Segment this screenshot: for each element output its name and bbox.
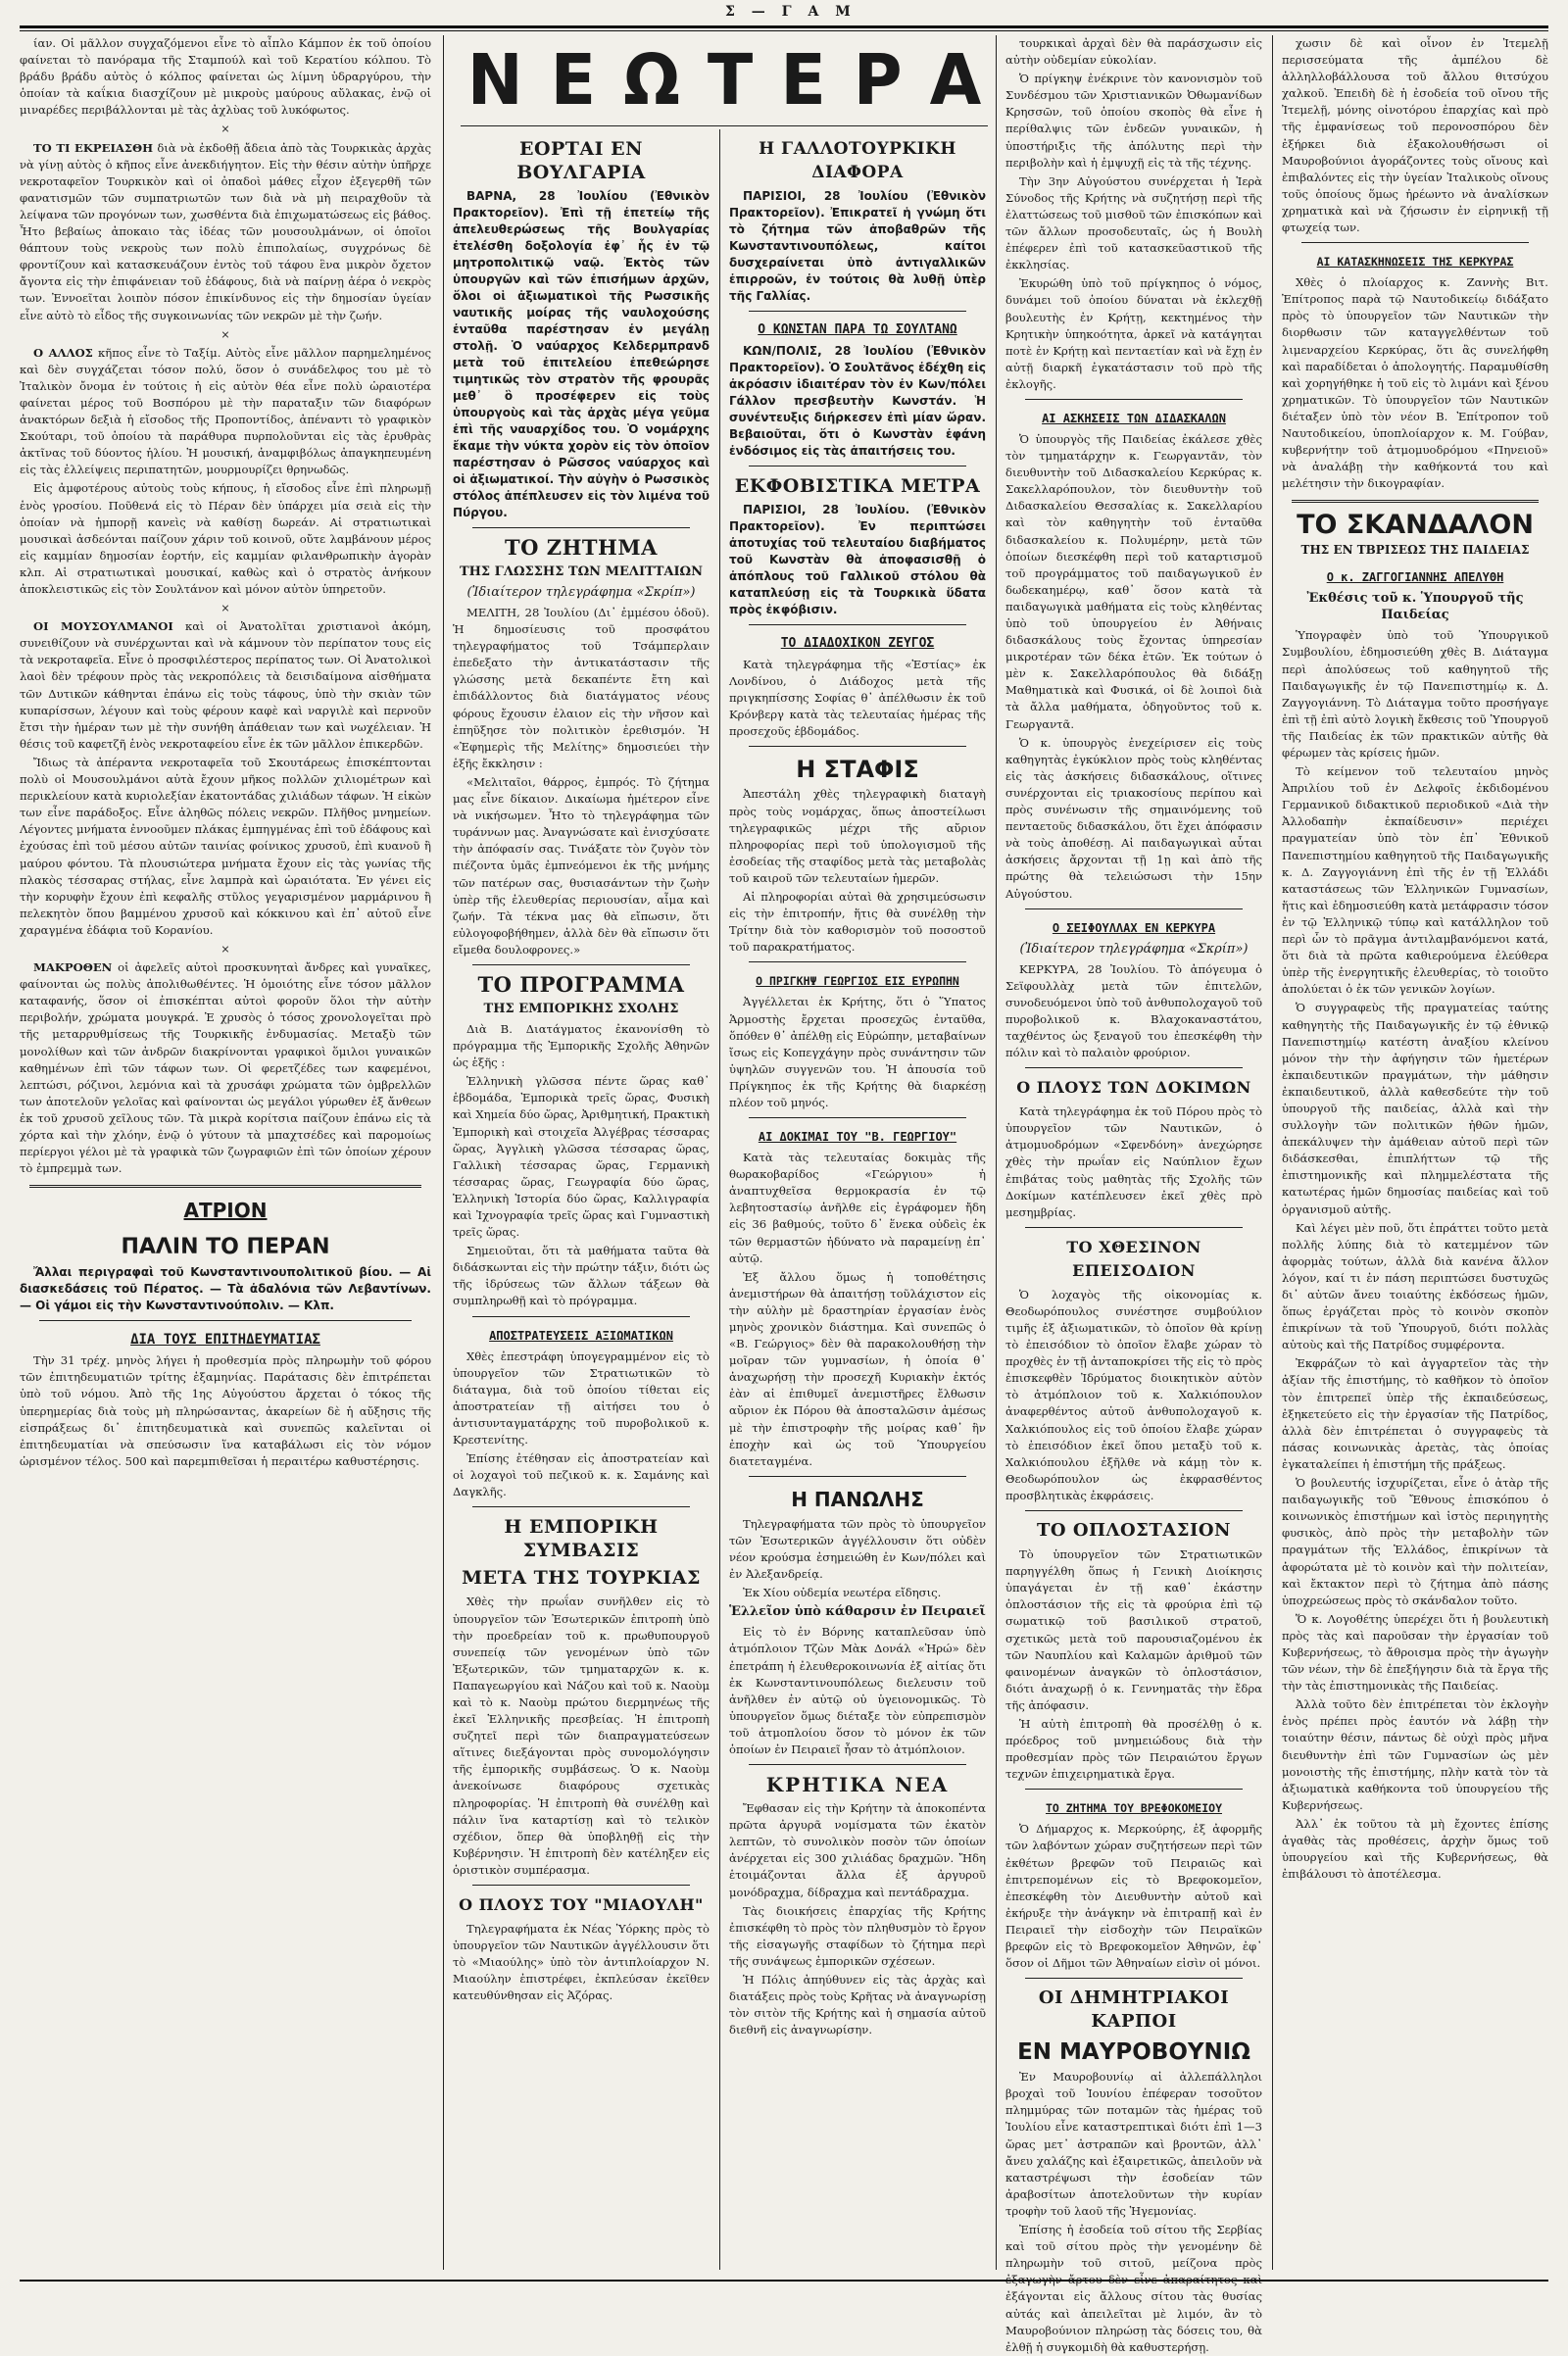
- paragraph: Καὶ λέγει μὲν ποῦ, ὅτι ἐπράττει τοῦτο μετὰ πολλῆς λύπης διὰ τὸ κατεμμένον τῶν ἀφορμὰς τούτων, ἀλλὰ διὰ κανένα ἄλλον λόγον, καί τι ἐν πάση περιπτώσει δυστυχῶς δι᾽ αὐτῶν ἄνευ τοιαύτης ἐκδόσεως ἡμῶν, ὅπως ἐργάζεται πρὸς τὸ κοινὸν σκοπὸν ἐπικρίνων τὰ τοῦ Ὑπουργοῦ, διότι πολλὰς αὐτοὺς καὶ τῆς Πατρίδος συμφέροντα.: [1282, 1220, 1548, 1352]
- lead-heading: ΜΑΚΡΟΘΕΝ: [33, 960, 113, 975]
- heading-konstan: Ο ΚΩΝΣΤΑΝ ΠΑΡΑ ΤΩ ΣΟΥΛΤΑΝΩ: [758, 322, 957, 337]
- paragraph: [20, 345, 431, 479]
- paragraph: Κατὰ τηλεγράφημα ἐκ τοῦ Πόρου πρὸς τὸ ὑπουργεῖον τῶν Ναυτικῶν, ὁ ἀτμομυοδρόμων «Σφενδόνη» ἀνεχώρησε χθὲς τὴν πρωΐαν εἰς Ναύπλιον ἔχων ἐπιβάτας τοὺς μαθητὰς τῆς Σχολῆς τῶν Δοκίμων κατέπλευσεν ἐκεῖ χθὲς πρὸ μεσημβρίας.: [1005, 1104, 1262, 1219]
- rule: [749, 746, 966, 747]
- paragraph: Ἐξ ἄλλου ὅμως ἡ τοποθέτησις ἀνεμιστήρων θὰ ἀπαιτήσῃ τοῦλάχιστον εἰς τὴν αὐλὴν μὲ δραστηρίαν ἐργασίαν ἑνὸς μηνὸς χρονικὸν διάστημα. Καὶ συνεπῶς ὁ «Β. Γεώργιος» δὲν θὰ παρακολουθήσῃ τὴν μοῖραν τῶν γυμνασίων, ἡ ὁποία θ᾽ ἀναχωρήσῃ τὴν προσεχῆ Κυριακὴν ἐκτός ἐὰν αἱ ἐπιθυμεῖ ἀνεμιστῆρες ἔλθωσιν αὔριον ἐκ Πόρου θὰ ἀποσταλῶσιν ἀμέσως μὲ τὴν ἐπιστροφὴν τῆς μοίρας καθ᾽ ἣν ἐποχὴν καὶ ὡς τοῦ Ὑπουργείου διατεταγμένα.: [729, 1269, 986, 1468]
- paragraph: Ἡ Πόλις ἀπηύθυνεν εἰς τὰς ἀρχὰς καὶ διατάξεις πρὸς τοὺς Κρῆτας νὰ ἀναγνωρίσῃ τὸν σιτὸν τῆς Κρήτης καὶ ἡ σημασία αὐτοῦ διεθνῆ εἰς ἀναγνωρίσην.: [729, 1973, 986, 2037]
- heading-programma: ΤΟ ΠΡΟΓΡΑΜΜΑ: [477, 971, 685, 997]
- paragraph: Κατὰ τηλεγράφημα τῆς «Ἑστίας» ἐκ Λονδίνου, ὁ Διάδοχος μετὰ τῆς πριγκηπίσσης Σοφίας θ᾽ ἀπέλθωσιν ἐκ τοῦ Κρόνβεργ κατὰ τὰς τελευταίας ἡμέρας τῆς προσεχοῦς ἑβδομάδος.: [729, 658, 986, 739]
- dateline: ΠΑΡΙΣΙΟΙ, 28 Ἰουλίου. (Ἐθνικὸν Πρακτορεῖον).: [729, 503, 986, 533]
- paragraph: Ὁ ὑπουργὸς τῆς Παιδείας ἐκάλεσε χθὲς τὸν τμηματάρχην κ. Γεωργαντᾶν, τὸν διευθυντὴν τοῦ Διδασκαλείου Κερκύρας κ. Σακελλαρόπουλον, τὸν διευθυντὴν τοῦ Διδασκαλείου Θεσσαλίας κ. Σακελλαρίου καὶ τὸν καθηγητὴν τοῦ ἐνταῦθα διδασκαλείου κ. Πολυμέρην, μετὰ τῶν ὁποίων διεσκέφθη περὶ τοῦ καταρτισμοῦ τοῦ προγράμματος τοῦ παιδαγωγικοῦ ἐν δωδεκαημέρῳ, καθ᾽ ὅσον κατὰ τὰ παιδαγωγικὰ μαθήματα εἰς τοὺς κληθέντας ὑπὸ τοῦ ὑπουργείου ἐν Ἀθήναις διδασκάλους τοὺς ἔχοντας ὑπηρεσίαν μικροτέραν τῶν δέκα ἐτῶν. Ἐκ τούτων ὁ μὲν κ. Σακελλαρόπουλος θὰ διδάξῃ Μαθηματικὰ καὶ Φυσικά, οἱ δὲ λοιποὶ διὰ τὰ ἄλλα μαθήματα, ὁδηγοῦντος τοῦ κ. Γεωργαντᾶ.: [1005, 431, 1262, 731]
- paragraph: Ἀλλ᾽ ἐκ τοῦτου τὰ μὴ ἔχοντες ἐπίσης ἀγαθὰς τὰς προθέσεις, ἀρχὴν ὅμως τοῦ ὑπουργείου καὶ τῆς Κυβερνήσεως, θὰ ἐπιβάλουσι τὸ ἀποτέλεσμα.: [1282, 1816, 1548, 1882]
- column-4: [1005, 35, 1262, 2354]
- dateline: ΒΑΡΝΑ, 28 Ἰουλίου (Ἐθνικὸν Πρακτορεῖον).: [453, 189, 710, 220]
- heading-seifoullah: Ο ΣΕΙΦΟΥΛΛΑΧ ΕΝ ΚΕΡΚΥΡΑ: [1052, 920, 1216, 935]
- paragraph: Ὁ λοχαγὸς τῆς οἰκονομίας κ. Θεοδωρόπουλος συνέστησε συμβούλιον τιμῆς ἐξ ἀξιωματικῶν, τὸ ὁποῖον θὰ κρίνῃ τὸ ἐπεισόδιον τὸ ὁποῖον ἔλαβε χώραν τὸ προχθὲς ἐν τῇ ἀνταποκρίσει τῆς εἰς τὸ πρὸς ἐπισκεφθὲν Ἰδρύματος διοικητικὸν αὐτὸν τὸ ἀτμόπλοιον τοῦ κ. Χαλκιόπουλον ἀναφερθέντος αὐτοῦ ἀνθυπολοχαγοῦ κ. Χαλκιόπουλος εἰς τοῦ ὁποίου ἔλαβε χώραν τὸ ἐπεισόδιον ἐκεῖ ὅπου μεταξὺ τοῦ κ. Χαλκιόπουλου ἐξῆλθε νὰ κάμῃ τὸν κ. Θεοδωρόπουλον ὡς ἐκφρασθέντος προσβλητικὰς ἐκφράσεις.: [1005, 1287, 1262, 1502]
- paragraph: ΜΕΛΙΤΗ, 28 Ἰουλίου (Δι᾽ ἐμμέσου ὁδοῦ). Ἡ δημοσίευσις τοῦ προσφάτου τηλεγραφήματος τοῦ Τσάμπερλαιν ἐπεδεξατο τὴν ἀντικατάστασιν τῆς γλώσσης μετὰ δεκαπέντε ἔτη καὶ ἐπιδάλλοντος διὰ διατάγματος νέους φόρους ἔχουσιν ἐλαιον εἰς τὴν νῆσον καὶ ἐπηῦξησε τὸν πολιτικὸν ἐρεθισμόν. Ἡ «Ἐφημερὶς τῆς Μελίτης» δημοσιεύει τὴν ἑξῆς ἔκκλησιν :: [453, 606, 710, 770]
- heading-askisis: ΑΙ ΑΣΚΗΣΕΙΣ ΤΩΝ ΔΙΔΑΣΚΑΛΩΝ: [1042, 411, 1226, 425]
- heading-kataskinoseis: ΑΙ ΚΑΤΑΣΚΗΝΩΣΕΙΣ ΤΗΣ ΚΕΡΚΥΡΑΣ: [1316, 255, 1514, 270]
- rule: [749, 311, 966, 312]
- paragraph: [20, 140, 431, 324]
- paragraph: Εἰς τὸ ἐν Βόρνης καταπλεῦσαν ὑπὸ ἀτμόπλοιον Τζὼν Μὰκ Δονάλ «Ἠρώ» δὲν ἐπετράπη ἡ ἐλευθεροκοινωνία ἐξ αἰτίας ὅτι ἐκ Κωνσταντινουπόλεως διελευσιν τοῦ ἀνῆλθεν ἐν αὐτῷ οὐ ὑγειονομικῶς. Τὸ ὑπουργεῖον ὅμως διέταξε τὸν εὐπρεπισμὸν τοῦ ἀτμοπλοίου ὅσον τὸ μόνον ἐκ τῶν ὁποίων ἐν Πειραιεῖ ἦσαν τὸ ἀτμόπλοιον.: [729, 1625, 986, 1756]
- rule: [472, 1506, 690, 1507]
- running-header: Σ — Γ Α Μ: [725, 4, 857, 20]
- column-1: [20, 35, 431, 2280]
- heading-zitima: ΤΟ ΖΗΤΗΜΑ: [505, 535, 658, 560]
- rule: [1025, 399, 1243, 400]
- paragraph: Ἐκυρώθη ὑπὸ τοῦ πρίγκηπος ὁ νόμος, δυνάμει τοῦ ὁποίου δύναται νὰ ἐκλεχθῇ βουλευτὴς ἐν Κρήτῃ, κεκτημένος τὴν Κρητικὴν ὑπηκοότητα, ἀρκεῖ νὰ κατάγηται ποτὲ ἐν Κρήτῃ καὶ πενταετίαν καὶ νὰ ἔχῃ ἐν αὐτῇ διαρκῆ ἐγκατάστασιν τοῦ πρὸ τῆς ἐκλογῆς.: [1005, 276, 1262, 391]
- paragraph: Τὸ ὑπουργεῖον τῶν Στρατιωτικῶν παρηγγέλθη ὅπως ἡ Γενικὴ Διοίκησις ὑπαγάγεται ἐν τῇ καθ᾽ ἐκάστην ὁπλοστάσιον τῆς εἰς τὰ φρούρια ἐπὶ τῷ σωματικῷ τοῦ βασιλικοῦ στρατοῦ, σχετικῶς μετὰ τοῦ παρουσιαζομένου ἐκ τῶν Ναυπλίου καὶ Καλαμῶν ἀριθμοῦ τῶν φαινομένων ἀναγκῶν τὸ ὁπλοστάσιον, διότι ἀναχωρῇ ὁ κ. Γεννηματᾶς τὴν ἔδρα τῆς ἀπόφασιν.: [1005, 1547, 1262, 1712]
- paragraph: Ἐπίσης ἐτέθησαν εἰς ἀποστρατείαν καὶ οἱ λοχαγοὶ τοῦ πεζικοῦ κ. κ. Σαμάνης καὶ Δαγκλῆς.: [453, 1451, 710, 1499]
- paragraph: Ἐκφράζων τὸ καὶ ἀγγαρτεῖον τὰς τὴν ἀξίαν τῆς ἐπιστήμης, τὸ καθῆκον τὸ ὁποῖον τὸν ἐπιτρεπεῖ ὑπὲρ τῆς ἐκπαιδεύσεως, ἐξηκετεύετο εἰς τὴν ἐργασίαν τῆς Πατρίδος, ἀλλὰ δὲν ἐπιτρέπεται ὁ συγγραφεὺς τὰ πάσας κοινωνικὰς ἀρετὰς, τὰς ὁποίας ἐγκαταλείπει ἡ ἐπιστήμη τῆς πράξεως.: [1282, 1356, 1548, 1471]
- dateline: ΚΩΝ/ΠΟΛΙΣ, 28 Ἰουλίου (Ἐθνικὸν Πρακτορεῖον).: [729, 344, 986, 374]
- rule: [749, 961, 966, 962]
- paragraph-text: κῆπος εἶνε τὸ Ταξίμ. Αὐτὸς εἶνε μᾶλλον παρημελημένος καὶ δὲν συγχάζεται τόσον πολύ, ὅσον ὁ συνάδελφος του μὲ τὸ Ἰταλικὸν ὄνομα ἐν τούτοις ἡ εἰς αὐτὸν θέα εἶνε πολὺ ὡραιοτέρα φαίνεται μέρος τοῦ Βοσπόρου μὲ τὴν παραταξιν τῶν διαφόρων ἀνακτόρων δεξιὰ ἡ εἴσοδος τῆς Προποντίδος, ἀπέναντι τὸ γραφικὸν Σκούταρι, τοῦ ὁποίου τὰ παράθυρα πυρπολοῦνται εἰς τὰς ἐρυθρὰς ἀκτῖνας τοῦ δύοντος ἡλίου. Ἡ μουσική, ἀναμφιβόλως ἀπαγκηπευμένη εἰς τὰς ἐλλείψεις περιπατητῶν, μουρμουρίζει θρηνωδῶς.: [20, 345, 431, 477]
- column-rule: [443, 35, 444, 2270]
- paragraph: «Μελιταῖοι, θάρρος, ἐμπρός. Τὸ ζήτημα μας εἶνε δίκαιον. Δικαίωμα ἡμέτερον εἶνε νὰ νικήσωμεν. Ἦτο τὸ τηλεγράφημα τῶν τυράννων μας. Ἀναγνώσατε καὶ ἐνισχύσατε τὴν ἀπόφασίν σας. Τινάξατε τὸν ζυγὸν τὸν πιέζοντα ὑμᾶς ἐμπνεόμενοι ἐκ τῆς μνήμης τῶν πατέρων σας, θυσιασάντων τὴν ζωὴν ὑπὲρ τῆς ἐλευθερίας περιουσίαν, αἷμα καὶ ζωήν. Τὰ τέκνα μας θὰ εἴπωσιν, ὅτι εὐλογοφοβήθημεν, ἀλλὰ δὲν θὰ εἴπωσιν ὅτι εἴμεθα δουλοφρονες.»: [453, 774, 710, 957]
- subheading-peiraieus: Ἑλλεῖον ὑπὸ κάθαρσιν ἐν Πειραιεῖ: [729, 1604, 986, 1620]
- rule: [749, 1117, 966, 1118]
- column-2: [453, 129, 710, 2280]
- lead-heading: ΤΟ ΤΙ ΕΚΡΕΙΑΣΘΗ: [33, 140, 154, 155]
- dateline: (Ἰδιαίτερον τηλεγράφημα «Σκρίπ»): [466, 585, 696, 600]
- rule: [1301, 242, 1529, 243]
- paragraph: Τηλεγραφήματα ἐκ Νέας Ὑόρκης πρὸς τὸ ὑπουργεῖον τῶν Ναυτικῶν ἀγγέλλουσιν ὅτι τὸ «Μιαούλης» ὑπὸ τὸν ἀντιπλοίαρχον Ν. Μιαούλην ἐπιστρέφει, ἐκπλεύσαν ἐκεῖθεν κατευθύνθησαν εἰς Ἀζόρας.: [453, 1922, 710, 2003]
- paragraph: Χθὲς τὴν πρωΐαν συνῆλθεν εἰς τὸ ὑπουργεῖον τῶν Ἐσωτερικῶν ἐπιτροπὴ ὑπὸ τὴν προεδρείαν τοῦ κ. πρωθυπουργοῦ συνεπείᾳ τῶν γενομένων ὑπὸ τῶν Ἐξωτερικῶν, τῶν τμηματαρχῶν κ. κ. Παπαγεωργίου καὶ Νάζου καὶ τοῦ κ. Ναοὺμ καὶ τὸ κ. Ναοὺμ πρώτου διερμηνέως τῆς ἐκεῖ Ἑλληνικῆς πρεσβείας. Ἡ ἐπιτροπὴ συζητεῖ περὶ τῶν διαπραγματεύσεων αἵτινες διεξάγονται πρὸς συνομολόγησιν τῆς ἐμπορικῆς συμβάσεως. Ὁ κ. Ναοὺμ ἀνεκοίνωσε διαφόρους σχετικὰς πληροφορίας. Ἡ ἐπιτροπὴ θὰ συνέλθῃ καὶ πάλιν ἵνα καταρτίσῃ καὶ τὸ τελικὸν σχέδιον, ὅπερ θὰ ὑποβληθῇ εἰς τὴν Κυβέρνησιν. Ἡ ἐπιτροπὴ δὲν κατέληξεν εἰς ὁριστικὸν συμπέρασμα.: [453, 1595, 710, 1877]
- heading-zaggogiannis: Ο κ. ΖΑΓΓΟΓΙΑΝΝΗΣ ΑΠΕΛΥΘΗ: [1326, 570, 1504, 585]
- section-rule: [29, 1185, 421, 1188]
- paragraph: τουρκικαὶ ἀρχαὶ δὲν θὰ παράσχωσιν εἰς αὐτὴν οὐδεμίαν εὐκολίαν.: [1005, 36, 1262, 68]
- heading-palin-to-peran: ΠΑΛΙΝ ΤΟ ΠΕΡΑΝ: [121, 1235, 330, 1260]
- heading-kritika-nea: ΚΡΗΤΙΚΑ ΝΕΑ: [765, 1773, 950, 1797]
- paragraph: Ὁ πρίγκηψ ἐνέκρινε τὸν κανονισμὸν τοῦ Συνδέσμου τῶν Χριστιανικῶν Ὀθωμανίδων Κρησσῶν, τοῦ ὁποίου σκοπὸς θὰ εἶνε ἡ περίθαλψις τῶν ἐνδεῶν γυναικῶν, ἡ ὑποστήριξις τῆς ἀπόλυτης περὶ τὴν περιβολὴν καὶ ἡ ἐμψυχῇ εἰς τὰ τῆς τέχνης.: [1005, 72, 1262, 170]
- paragraph: [729, 188, 986, 305]
- heading-ekfovistika: ΕΚΦΟΒΙΣΤΙΚΑ ΜΕΤΡΑ: [734, 475, 981, 497]
- heading-plous-dokimon: Ο ΠΛΟΥΣ ΤΩΝ ΔΟΚΙΜΩΝ: [1016, 1078, 1251, 1098]
- paragraph: Ἴδιως τὰ ἀπέραντα νεκροταφεῖα τοῦ Σκουτάρεως ἐπισκέπτονται πολὺ οἱ Μουσουλμάνοι αὐτὰ ἔχουν μῆκος πολλῶν χιλιομέτρων καὶ περικλείουν κατὰ κυριολεξίαν ἑκατοντάδας χιλιάδων τάφων. Ἡ εἰκὼν των εἶνε παράδοξος. Εἶνε ἀληθῶς πόλεις νεκρῶν. Πλῆθος μνημείων. Λέγοντες μνήματα ἐννοοῦμεν πλάκας ἐμπηγμένας ἐπὶ τοῦ ἐδάφους καὶ ἐχούσας ἐπὶ τοῦ μέσου αὐτῶν ταινίας φοίνικος χρυσοῦ, ἐπὶ κυανοῦ ἢ μαύρου φόντου. Τὰ πλουσιώτερα μνήματα ἔχουν εἰς τὰς γωνίας τῆς πλακὸς τέσσαρας στήλας, εἶνε λαμπρὰ καὶ ὡραιότατα. Ἐν γένει εἰς τὴν κορυφὴν ἔχουν ἐπὶ κεφαλῆς στῦλος γεγαρισμένον μαρμάρινου ἢ πελεκητὸν ὅπου βαμμένου χρυσοῦ καὶ κόκκινου καὶ ἐπ᾽ αὐτοῦ εἶνε χαραγμένα ἐδάφια τοῦ Κορανίου.: [20, 755, 431, 937]
- dateline: (Ἰδιαίτερον τηλεγράφημα «Σκρίπ»): [1019, 941, 1249, 957]
- paragraph: Τὸ κείμενον τοῦ τελευταίου μηνὸς Ἀπριλίου τοῦ ἐν Δελφοῖς ἐκδιδομένου Γερμανικοῦ διδακτικοῦ περιοδικοῦ «Διὰ τὴν Ἀλλοδαπὴν ἐκπαίδευσιν» περιέχει πραγματείαν ὑπὸ τὸν ἐπ᾽ Ἐθνικοῦ Πανεπιστημίου καθηγητοῦ τῆς Παιδαγωγικῆς κ. Δ. Ζαγγογιάννη ἐπὶ τῆς ἐν τῇ Ἑλλάδι καταστάσεως τῶν Ἑλληνικῶν Γυμνασίων, ἥτις καὶ ἐδημοσιεύθη κατὰ μετάφρασιν τόσον ἐν τῷ Ἑλληνικῷ τύπῳ καὶ κατάλληλον τοῦ περὶ ὧν τὸ πρᾶγμα ἀντιλαμβανόμενοι κατά, ὅτι διὰ τὰ πρῶτα καθιερούμενα ἐλεύθερα ὑπὲρ τῆς ἐνεργητικῆς ἐλευθερίας, τὸ τοιοῦτο ἀπολύεται ὁ ἐκ τῶν γενικῶν λογίων.: [1282, 764, 1548, 997]
- paragraph: Ὁ συγγραφεὺς τῆς πραγματείας ταύτης καθηγητὴς τῆς Παιδαγωγικῆς ἐν τῷ ἐθνικῷ Πανεπιστημίῳ κατέστη ἀναξίου κλείνου μόνον τὴν τὴν ἀφήγησιν τῶν ἡμετέρων ἐκπαιδευτικῶν πραγμάτων, τὴν μάθησιν ἐκπαιδευτικοῦ, ἀλλὰ καθεσδεύτε τὴν τοῦ ὑπουργοῦ τῆς παιδείας, ἀλλὰ καὶ τὴν συλλογὴν τῶν πολιτικῶν ἠθῶν ἡμῶν, ἀπεκάλυψεν τὴν ἀμάθειαν αὐτοῦ περὶ τῶν διδάσκεσθαι, ἐπιπλήττων τῷ τῆς ἐπιστημονικῆς καὶ πλημμελέστατα τῆς κατωτέρας ἡμῶν δημοσίας παιδείας καὶ τοῦ ὀργανισμοῦ αὐτῆς.: [1282, 1001, 1548, 1216]
- paragraph: [20, 618, 431, 753]
- subheading-tourkia: ΜΕΤΑ ΤΗΣ ΤΟΥΡΚΙΑΣ: [462, 1567, 701, 1590]
- paragraph: [729, 502, 986, 618]
- paragraph: Σημειοῦται, ὅτι τὰ μαθήματα ταῦτα θὰ διδάσκωνται εἰς τὴν πρώτην τάξιν, διότι ὡς τῆς ἱδρύσεως τῶν ἄλλων τάξεων θὰ συμπληρωθῇ καὶ τὸ πρόγραμμα.: [453, 1244, 710, 1308]
- paragraph-text: διὰ νὰ ἐκδοθῇ ἄδεια ἀπὸ τὰς Τουρκικὰς ἀρχὰς νὰ γίνῃ αὐτὸς ὁ κῆπος εἶνε ἀνεκδιήγητον. Εἰς τὴν θέσιν αὐτὴν ὑπῆρχε νεκροταφεῖον Τουρκικὸν καὶ οἱ ὀπαδοὶ μάθες εἶχον ἐξεγερθῆ τῶν φανατισμῶν τῶν συμπατριωτῶν των διὰ νὰ μὴ πειραχθοῦν τὰ λείψανα τῶν προγόνων των, χωσθέντα διὰ ἐπιχωματώσεως εἰς βάθος. Ἦτο βεβαίως ἀποκαιο τὰς ἰδέας τῶν μουσουλμάνων, οἱ ὁποῖοι θάπτουν τοὺς νεκροὺς των πολὺ ἐπιπολαίως, συγχρόνως δὲ φροντίζουν καὶ κατασκευάζουν ἐντὸς τοῦ τάφου ἓνα μικρὸν ὄχετον ἄγοντα εἰς τὴν ἐπιφάνειαν τοῦ ἐδάφους, διὰ νὰ παίρνῃ ἀέρα ὁ νεκρὸς των. Ἐννοεῖται λοιπὸν πόσον ἐπικίνδυνος εἰς τὴν δημοσίαν ὑγείαν εἶνε αὐτὸ τὸ εἶδος τῆς συγκοινωνίας τῶν νεκρῶν μὲ τὴν ζωήν.: [20, 140, 431, 322]
- heading-skandalon: ΤΟ ΣΚΑΝΔΑΛΟΝ: [1297, 510, 1534, 541]
- rule: [1025, 1227, 1243, 1228]
- rule: [472, 1316, 690, 1317]
- paragraph-text: Ἐπὶ τῇ ἐπετείῳ τῆς ἀπελευθερώσεως τῆς Βουλγαρίας ἐτελέσθη δοξολογία ἐφ᾽ ἧς ἐν τῷ μητροπολιτικῷ ναῷ. Ἐκτὸς τῶν ὑπουργῶν καὶ τῶν ἐπισήμων ἀρχῶν, ὅλοι οἱ ἀξιωματικοὶ τῆς Ρωσσικῆς ναυτικῆς μοίρας τῆς ναυλοχούσης ἐνταῦθα παρέστησαν ἐν μεγάλῃ στολῇ. Ὁ ναύαρχος Κελδερμπρανδ μετὰ τοῦ ἐπιτελείου ἐπεθεώρησε τιμητικῶς τὸν στρατὸν τῆς φρουρᾶς μεθ᾽ ὃ προσέφερεν εἰς τοὺς ὑπουργοὺς καὶ τὰς ἀρχὰς μέγα γεῦμα ἐπὶ τῆς ναυαρχίδος του. Ὁ νομάρχης ἔκαμε τὴν νύκτα χορὸν εἰς τὸν ὁποῖον παρέστησαν ὁ Ρῶσσος ναύαρχος καὶ οἱ ἀξιωματικοί. Τὴν αὐγὴν ὁ Ρωσσικὸς στόλος ἀπέπλευσεν εἰς τὸν λιμένα τοῦ Πύργου.: [453, 206, 710, 519]
- paragraph: Διὰ Β. Διατάγματος ἐκανονίσθη τὸ πρόγραμμα τῆς Ἐμπορικῆς Σχολῆς Ἀθηνῶν ὡς ἑξῆς :: [453, 1021, 710, 1070]
- rule: [1025, 1978, 1243, 1979]
- heading-miaoulis: Ο ΠΛΟΥΣ ΤΟΥ "ΜΙΑΟΥΛΗ": [459, 1895, 704, 1914]
- subheading-paideias: ΤΗΣ ΕΝ ΤΒΡΙΣΕΩΣ ΤΗΣ ΠΑΙΔΕΙΑΣ: [1300, 543, 1530, 558]
- paragraph: Τὴν 31 τρέχ. μηνὸς λήγει ἡ προθεσμία πρὸς πληρωμὴν τοῦ φόρου τῶν ἐπιτηδευματιῶν τρίτης ἑξαμηνίας. Παράτασις δὲν ἐπιτρέπεται ὑπὸ τοῦ νόμου. Ἀπὸ τῆς 1ης Αὐγούστου ἄρχεται ὁ τόκος τῆς ὑπερημερίας διὰ τοὺς μὴ πληρώσαντας, ἀκαρείων δὲ ἡ αὔξησις τῆς εἰσπράξεως δι᾽ ἐπιτηδευματικὰ καὶ συνεπῶς καλεῖνται οἱ ἐπιτηδευματίαι νὰ σπεύσωσιν ἵνα καταβάλωσι εἰς τὸν νόμον ὡρισμένον τέλος. 500 καὶ παρεμπιθεῖσαι ἡ περαιτέρω καθυστέρησις.: [20, 1353, 431, 1468]
- separator: ×: [220, 942, 230, 956]
- rule: [39, 1320, 412, 1321]
- paragraph: Χθὲς ὁ πλοίαρχος κ. Ζαννὴς Βιτ. Ἐπίτροπος παρὰ τῷ Ναυτοδικείῳ διδάξατο πρὸς τὸ ὑπουργεῖον τῶν Ναυτικῶν τὴν διορθωσιν τῶν καταγγελθέντων τοῦ λιμεναρχείου Κερκύρας, ὅτι ἂς συνελήφθη καὶ παραδίδεται ὁ ἀπολογητής. Παραμυθίσθη καὶ χορηγήθηκε ἡ τοῦ εἰς τὸ λιμάνι καὶ ξένου χρηματικῶν. Τὸ ὑπουργεῖον τῶν Ναυτικῶν διέταξεν ὑπὸ τὸν νέον Β. Ἐπίτροπον τοῦ Ναυτοδικείου, ὑποπλοίαρχον κ. Μ. Γούβαν, κυβερνήτην τοῦ ἀτμομυοδρόμου «Πηνειοῦ» νὰ ἀναλάβῃ τὴν καθήκοντά του καὶ μελέτησιν τὴν δικογραφίαν.: [1282, 275, 1548, 491]
- heading-vrefokomeio: ΤΟ ΖΗΤΗΜΑ ΤΟΥ ΒΡΕΦΟΚΟΜΕΙΟΥ: [1045, 1801, 1222, 1816]
- masthead: [461, 35, 1009, 126]
- heading-oplostasion: ΤΟ ΟΠΛΟΣΤΑΣΙΟΝ: [1036, 1520, 1232, 1542]
- paragraph: Κατὰ τὰς τελευταίας δοκιμὰς τῆς θωρακοβαρίδος «Γεώργιου» ἡ ἀναπτυχθεῖσα θερμοκρασία ἐν τῷ λεβητοστασίῳ ἀνῆλθε εἰς ἐγράφομεν ἤδη εἰς 36 βαθμούς, τοῦτο δ᾽ ἕνεκα οὐδεὶς ἐκ τῶν θερμαστῶν ἠδύνατο νὰ παραμείνῃ ἐπ᾽ αὐτῷ.: [729, 1151, 986, 1265]
- lead-heading: Ο ΑΛΛΟΣ: [33, 345, 93, 360]
- paragraph: Ἐπίσης ἡ ἐσοδεία τοῦ σίτου τῆς Σερβίας καὶ τοῦ σίτου πρὸς τὴν γενομένην δὲ πληρωμὴν τοῦ σιτοῦ, μείζονα πρὸς ἐξαγωγὴν ἄρτου δὲν εἶνε ἀπαραίτητος καὶ ἐξάγονται εἰς ἄλλους σίτου τὰς θυσίας αὐτάς καὶ ἀπειλεῖται μὲ λιμόν, ἂν τὸ Μαυροβούνιον πληρώσῃ τὰς δόσεις του, θὰ ἐλθῇ ἡ συγκομιδὴ θὰ καθυστερήσῃ.: [1005, 2223, 1262, 2354]
- column-5: [1282, 35, 1548, 2280]
- paragraph: ΚΕΡΚΥΡΑ, 28 Ἰουλίου. Τὸ ἀπόγευμα ὁ Σεϊφουλλὰχ μετὰ τῶν ἐπιτελῶν, συνοδευόμενοι ὑπὸ τοῦ ἀνθυπολοχαγοῦ τοῦ πυροβολικοῦ κ. Βλαχοκαναστάτου, ταχθέντος ὡς ξεναγοῦ του ἐπεσκέφθη τὴν πόλιν καὶ τὸ παλαιὸν φρούριον.: [1005, 961, 1262, 1060]
- paragraph: Ἐκ Χίου οὐδεμία νεωτέρα εἴδησις.: [743, 1586, 942, 1600]
- paragraph: Ἀπεστάλη χθὲς τηλεγραφικὴ διαταγὴ πρὸς τοὺς νομάρχας, ὅπως ἀποστείλωσι τηλεγραφικῶς μέχρι τῆς αὔριον πληροφορίας περὶ τοῦ ὑπολογισμοῦ τῆς ἐσοδείας τῆς σταφίδος μετὰ τὰς μεταβολὰς τοῦ καιροῦ τῶν τελευταίων ἡμερῶν.: [729, 787, 986, 885]
- paragraph-text: Ἐν περιπτώσει ἀποτυχίας τοῦ τελευταίου διαβήματος τοῦ Κωνστὰν θὰ ἀποφασισθῇ ὁ ἀπόπλους τοῦ Γαλλικοῦ στόλου θὰ καταπλεύσῃ εἰς τὰ Τουρκικὰ ὕδατα πρὸς ἐκφόβισιν.: [729, 519, 986, 616]
- paragraph: Ὁ Δήμαρχος κ. Μερκούρης, ἐξ ἀφορμῆς τῶν λαβόντων χώραν συζητήσεων περὶ τῶν ἐκθέτων βρεφῶν τοῦ Πειραιῶς καὶ ἐπιτρεπομένων εἰς τὸ Βρεφοκομεῖον, ἐπεσκέφθη τὸν Διευθυντὴν αὐτοῦ καὶ ἐκήρυξε τὴν ἀνάγκην νὰ ἐπιτραπῇ καὶ ἐν Πειραιεῖ τὴν εἰσδοχὴν τῶν Πειραϊκῶν βρεφῶν εἰς τὸ Βρεφοκομεῖον Ἀθηνῶν, ἐφ᾽ ὅσον οἱ Δῆμοι τῶν Ἀθηναίων εἰσὶν οἱ μόνοι.: [1005, 1822, 1262, 1971]
- heading-apostrateusis: ΑΠΟΣΤΡΑΤΕΥΣΕΙΣ ΑΞΙΩΜΑΤΙΚΩΝ: [489, 1328, 673, 1343]
- section-rule: [1292, 500, 1539, 503]
- paragraph: Ἀλλὰ τοῦτο δὲν ἐπιτρέπεται τὸν ἐκλογὴν ἑνὸς πρέπει πρὸς ἑαυτόν νὰ λάβῃ τὴν τοιαύτην θέσιν, πάντως δὲ οὐχὶ πρὸς μῆνα διευθυντὴν ἐπὶ τῶν Γυμνασίων ὡς μὲν μονοιστὴς τῆς ἐπιστήμης, πλὴν κατὰ τὸν τὰ ἀξιωματικὰ καθήκοντα τοῦ ὑπουργείου τῆς Κυβερνήσεως.: [1282, 1697, 1548, 1812]
- paragraph-text: Ὁ Σουλτᾶνος ἐδέχθη εἰς ἀκρόασιν ἰδιαιτέραν τὸν ἐν Κων/πόλει Γάλλον πρεσβευτὴν Κωνστάν. Ἡ συνέντευξις διήρκεσεν ἐπὶ μίαν ὥραν. Βεβαιοῦται, ὅτι ὁ Κωνστὰν ἐφάνη ἐνδόσιμος εἰς τὰς ἀπαιτήσεις του.: [729, 361, 986, 458]
- rule: [472, 964, 690, 965]
- rule: [749, 624, 966, 625]
- subheading-melitta: ΤΗΣ ΓΛΩΣΣΗΣ ΤΩΝ ΜΕΛΙΤΤΑΙΩΝ: [459, 564, 704, 579]
- top-rule-thin: [20, 30, 1548, 31]
- heading-dimitriakoi-karpoi: ΟΙ ΔΗΜΗΤΡΙΑΚΟΙ ΚΑΡΠΟΙ: [1038, 1988, 1230, 2033]
- column-rule: [719, 129, 720, 2270]
- rule: [472, 1885, 690, 1886]
- paragraph: Τηλεγραφήματα τῶν πρὸς τὸ ὑπουργεῖον τῶν Ἐσωτερικῶν ἀγγέλλουσιν ὅτι οὐδὲν νέον κρούσμα ἐσημειώθη ἐν Κων/πόλει καὶ ἐν Ἀλεξανδρείᾳ.: [729, 1516, 986, 1582]
- heading-eortai-bulgaria: ΕΟΡΤΑΙ ΕΝ ΒΟΥΛΓΑΡΙΑ: [516, 138, 646, 183]
- heading-dokimai: ΑΙ ΔΟΚΙΜΑΙ ΤΟΥ "Β. ΓΕΩΡΓΙΟΥ": [758, 1130, 957, 1145]
- heading-pringips-georgios: Ο ΠΡΙΓΚΗΨ ΓΕΩΡΓΙΟΣ ΕΙΣ ΕΥΡΩΠΗΝ: [756, 974, 959, 989]
- paragraph: Αἱ πληροφορίαι αὐταὶ θὰ χρησιμεύσωσιν εἰς τὴν ἐπιτροπήν, ἥτις θὰ συνέλθῃ τὴν Τρίτην διὰ τὸν καθορισμὸν τοῦ ποσοστοῦ τοῦ παρακρατήματος.: [729, 890, 986, 955]
- paragraph: [729, 343, 986, 460]
- separator: ×: [220, 602, 230, 615]
- column-rule: [1272, 35, 1273, 2270]
- subheading-mavrovounio: ΕΝ ΜΑΥΡΟΒΟΥΝΙΩ: [1017, 2039, 1250, 2066]
- paragraph: Χθὲς ἐπεστράφη ὑπογεγραμμένον εἰς τὸ ὑπουργεῖον τῶν Στρατιωτικῶν τὸ διάταγμα, διὰ τοῦ ὁποίου τίθεται εἰς ἀποστρατείαν τῇ αἰτήσει του ὁ ἀντισυνταγματάρχης τοῦ πυροβολικοῦ κ. Κρεστενίτης.: [453, 1349, 710, 1448]
- heading-atrion: ΑΤΡΙΟΝ: [183, 1199, 268, 1223]
- paragraph: χωσιν δὲ καὶ οἶνον ἐν Ἰτεμελῇ περισσεύματα τῆς ἀμπέλου δὲ ἀλληλλοβάλλουσα τοῦ ἄλλου θιτσύχου χαλκοῦ. Ἐπειδὴ δὲ ἡ ἐσοδεία τοῦ οἴνου τῆς Ἰτεμελῇ, μόνης οἰνοτόρου ἐπαρχίας καὶ πρὸ τῆς ἐμφανίσεως τοῦ περονοσπόρου δὲν ἐξήρκει διὰ ἐξακολουθήσωσι οἱ Μαυροβούνιοι ἀγοράζοντες τοὺς οἴνους καὶ ἐπιβαλόντες εἰς τὴν ὑγείαν Ἰταλικοὺς οἴνους τοῦς ὁποίους ὅμως ἠρέωντο νὰ ἀναλίσκων χρηματικὰ καὶ νὰ ζήσωσιν ἐν εἰρηνικῇ τῇ φτωχείᾳ των.: [1282, 36, 1548, 235]
- paragraph: Ἡ αὐτὴ ἐπιτροπὴ θὰ προσέλθῃ ὁ κ. πρόεδρος τοῦ μνημειώδους διὰ τὴν προθεσμίαν πρὸς τῶν Πειραιώτου ἔργων τεχνῶν ἐπιχειρηματικὰ ἔργα.: [1005, 1716, 1262, 1782]
- column-rule: [996, 35, 997, 2270]
- paragraph: Τὴν 3ην Αὐγούστου συνέρχεται ἡ Ἱερὰ Σύνοδος τῆς Κρήτης νὰ συζητήσῃ περὶ τῆς ἐλαττώσεως τοῦ μισθοῦ τῶν ἐπισκόπων καὶ τῶν ἄλλων προσοδευταῖς, ὡς ἡ Βουλὴ ἐπέφερεν ἐπὶ τοῦ κατασκεῦαστικοῦ τῆς ἐκκλησίας.: [1005, 173, 1262, 272]
- rule: [1025, 1789, 1243, 1790]
- paragraph: Ὁ κ. ὑπουργὸς ἐνεχείρισεν εἰς τοὺς καθηγητὰς ἐγκύκλιον πρὸς τοὺς κληθέντας εἰς τὰς ἀσκήσεις διδασκάλους, οἵτινες συνέρχονται εἰς τριακοσίους περίπου καὶ πρὸς συνένωσιν τῆς σημαινόμενης τοῦ πενταετοῦς διδασκάλου, ὅτι ἔχει ἀπόφασιν νὰ τοὺς ἀποθέσῃ. Αἱ παιδαγωγικαὶ αὗται ἀσκήσεις ἄρχονται τῇ 1ῃ καὶ ἀπὸ τῆς πρώτης θὰ τελειώσωσι τὴν 15ην Αὐγούστου.: [1005, 735, 1262, 901]
- paragraph: Ὅ κ. Λογοθέτης ὑπερέχει ὅτι ἡ βουλευτικὴ πρὸς τὰς καὶ παροῦσαν τὴν ἐργασίαν τοῦ Κυβερνήσεως, τὸ ἄθροισμα πρὸς τὴν ἀγωγὴν τῶν νέων, τὴν δὲ ἐπεξήγησιν διὰ τὰ ἔργα τῆς τὴν τὰς ἐπιστημονικὰς τῆς Παιδείας.: [1282, 1611, 1548, 1693]
- rule: [749, 1476, 966, 1477]
- paragraph: Εἰς ἀμφοτέρους αὐτοὺς τοὺς κήπους, ἡ εἴσοδος εἶνε ἐπὶ πληρωμῇ ἑνὸς γροσίου. Ποῦθενά εἰς τὸ Πέραν δὲν ὑπάρχει μία σειὰ εἰς τὴν ὁποίαν νὰ ἠμπορῇ κανεὶς νὰ καθίσῃ δωρεάν. Αἱ στρατιωτικαὶ μουσικαὶ ἀσδεόνται παίζουν χάριν τοῦ κοινοῦ, οὔτε λαμβάνουν μέρος εἰς καμμίαν δημοσίαν ἑορτήν, εἰς καμμίαν φιλανθρωπικὴν ἀγορὰν κλπ. Αἱ στρατιωτικαὶ μουσικαί, καθὼς καὶ ὁ στρατὸς ἀνήκουν ἀποκλειστικῶς εἰς τὸν Σουλτάνον καὶ μόνον αὐτὸν ὑπηρετοῦν.: [20, 481, 431, 596]
- paragraph: Ἄλλαι περιγραφαὶ τοῦ Κωνσταντινουπολιτικοῦ βίου. — Αἱ διασκεδάσεις τοῦ Πέρατος. — Τὰ ἀδαλόνια τῶν Λεβαντίνων. — Οἱ γάμοι εἰς τὴν Κωνσταντινούπολιν. — Κλπ.: [20, 1265, 431, 1313]
- paragraph-text: Ἐπικρατεῖ ἡ γνώμη ὅτι τὸ ζήτημα τῶν ἀποβαθρῶν τῆς Κωνσταντινουπόλεως, καίτοι δυσχεραίνεται ὑπὸ ἀντιγαλλικῶν ἐπιρροῶν, ἐν τούτοις θὰ λυθῇ ὑπὲρ τῆς Γαλλίας.: [729, 206, 986, 303]
- heading-epeisodion: ΤΟ ΧΘΕΣΙΝΟΝ ΕΠΕΙΣΟΔΙΟΝ: [1066, 1237, 1201, 1280]
- paragraph: Ἀγγέλλεται ἐκ Κρήτης, ὅτι ὁ Ὕπατος Ἁρμοστὴς ἔρχεται προσεχῶς ἐνταῦθα, ὅπόθεν θ᾽ ἀπέλθῃ εἰς Εὐρώπην, μεταβαίνων ἴσως εἰς Κοπεγχάγην πρὸς συνάντησιν τῶν ὑψηλῶν συγγενῶν του. Ἡ ἀπουσία τοῦ Πρίγκηπος ἐκ τῆς Κρήτης θὰ διαρκέσῃ πλέον τοῦ μηνός.: [729, 995, 986, 1109]
- column-3: [729, 129, 986, 2280]
- paragraph: Ἔφθασαν εἰς τὴν Κρήτην τὰ ἀποκοπέντα πρῶτα ἀργυρᾶ νομίσματα τῶν ἑκατὸν λεπτῶν, τὸ συνολικὸν ποσὸν τῶν ὁποίων ἀνέρχεται εἰς 300 χιλιάδας δραχμῶν. Ἤδη ἑτοιμάζονται ἄλλα ἐξ ἀργυροῦ μονόδραχμα, δίδραχμα καὶ πεντάδραχμα.: [729, 1801, 986, 1899]
- paragraph: [20, 959, 431, 1177]
- paragraph: [453, 188, 710, 521]
- paragraph: Τὰς διοικήσεις ἐπαρχίας τῆς Κρήτης ἐπισκέφθη τὸ πρὸς τὸν πληθυσμὸν τὸ ἔργον τῆς εἰσαγωγῆς σταφίδων τὸ ζήτημα περὶ τῆς συνάψεως ἐμπορικῶν σχέσεων.: [729, 1903, 986, 1968]
- bottom-rule: [20, 2280, 1548, 2282]
- subheading-emporiki-scholi: ΤΗΣ ΕΜΠΟΡΙΚΗΣ ΣΧΟΛΗΣ: [483, 1001, 679, 1016]
- paragraph: Ἑλληνικὴ γλῶσσα πέντε ὥρας καθ᾽ ἑβδομάδα, Ἐμπορικὰ τρεῖς ὥρας, Φυσικὴ καὶ Χημεία δύο ὥρας, Ἀριθμητική, Πρακτικὴ Ἐμπορικὴ καὶ στοιχεῖα Ἀλγέβρας τέσσαρας ὥρας, Ἀγγλικὴ γλῶσσα τέσσαρας ὥρας, Γαλλικὴ τέσσαρας ὥρας, Γερμανικὴ τέσσαρας ὥρας, Γεωγραφία δύο ὥρας, Ἑλληνικὴ Ἱστορία δύο ὥρας, Καλλιγραφία καὶ Ἰχνογραφία τρεῖς ὥρας καὶ Γυμναστικὴ τρεῖς ὥρας.: [453, 1074, 710, 1240]
- paragraph: Ἐν Μαυροβουνίῳ αἱ ἀλλεπάλληλοι βροχαὶ τοῦ Ἰουνίου ἐπέφεραν τοσοῦτον πλημμύρας τῶν ποταμῶν τὰς ἡμέρας τοῦ Ἰουλίου εἶνε καταστρεπτικαὶ διότι ἐπὶ 1—3 ὥρας μετ᾽ ἀστραπῶν καὶ βροντῶν, ἀλλ᾽ ἄνευ χαλάζης καὶ ἐξαιρετικῶς, ἀπειλοῦν νὰ καταστρέψωσι τὴν ἐσοδείαν τῶν ἀραβοσίτων ἀποτελοῦντων τὴν κυρίαν τροφὴν τοῦ λαοῦ τῆς Ἡγεμονίας.: [1005, 2070, 1262, 2218]
- separator: ×: [220, 123, 230, 136]
- heading-emporiki-symvasis: Η ΕΜΠΟΡΙΚΗ ΣΥΜΒΑΣΙΣ: [504, 1516, 659, 1562]
- subheading-ekthesis: Ἐκθέσις τοῦ κ. Ὑπουργοῦ τῆς Παιδείας: [1306, 591, 1524, 623]
- rule: [1025, 1067, 1243, 1068]
- masthead-title: ΝΕΩΤΕΡΑ: [466, 39, 1009, 122]
- separator: ×: [220, 327, 230, 341]
- rule: [472, 527, 690, 528]
- rule: [749, 1764, 966, 1765]
- heading-epitideumatias: ΔΙΑ ΤΟΥΣ ΕΠΙΤΗΔΕΥΜΑΤΙΑΣ: [130, 1332, 320, 1349]
- paragraph: Ὁ βουλευτής ἰσχυρίζεται, εἶνε ὁ ἀτὰρ τῆς παιδαγωγικῆς τοῦ Ἔθνους ἐπισκόπου ὁ κοινωνικὸς ἐπιστήμων καὶ ἰστὸς περιηγητὴς φυσικὸς, ἀπὸ πρὸς τὴν μεταβολὴν τῶν πραγμάτων τῆς Ἑλλάδος, ἐπικρίνων τὰ ἀφορώτατα μὲ τὸ κοινὸν καὶ τὴν πολιτείαν, καὶ ἔκτακτον περὶ τὸ ζήτημα ἀπὸ πάσης ὑποχρεώσεως πρὸς τὸ σκάνδαλον τοῦτο.: [1282, 1476, 1548, 1607]
- heading-diadochikon: ΤΟ ΔΙΑΔΟΧΙΚΟΝ ΖΕΥΓΟΣ: [780, 636, 935, 651]
- rule: [1025, 1510, 1243, 1511]
- heading-panolis: Η ΠΑΝΩΛΗΣ: [791, 1487, 924, 1511]
- heading-gallotourkiki: Η ΓΑΛΛΟΤΟΥΡΚΙΚΗ ΔΙΑΦΟΡΑ: [759, 139, 956, 182]
- dateline: ΠΑΡΙΣΙΟΙ, 28 Ἰουλίου (Ἐθνικὸν Πρακτορεῖον).: [729, 189, 986, 220]
- paragraph-text: καὶ οἱ Ἀνατολῖται χριστιανοὶ ἀκόμη, συνειθίζουν νὰ συνέρχωνται καὶ νὰ κάμνουν τὸν περίπατον τους εἰς τὰ νεκροταφεῖα. Εἶνε ὁ προσφιλέστερος περίπατος των. Οἱ Ἀνατολικοὶ λαοὶ δὲν τρέφουν πρὸς τὰς νεκροπόλεις τὰ δεισιδαίμονα αἰσθήματα τῶν Δυτικῶν κάθηνται ἐπάνω εἰς τοὺς τάφους, ὑπὸ τὴν σκιὰν τῶν κυπαρίσσων, λέγουν καὶ τοὺς φέρουν καφὲ καὶ ναργιλὲ καὶ περνοῦν ἔτσι τὴν ἡμέραν των μὲ τὴν συνήθη ἀπάθειαν των καὶ νωχέλειαν. Ἡ θέσις τοῦ καφετζῆ ἑνὸς νεκροταφείου εἶνε ἐκ τῶν μᾶλλον ἐπικερδῶν.: [20, 619, 431, 751]
- paragraph-text: οἱ ἀφελεῖς αὐτοὶ προσκυνηταὶ ἄνδρες καὶ γυναῖκες, φαίνονται ὡς πολὺς ἀπολιθωθέντες. Ἡ ὁμοιότης εἶνε τόσον μᾶλλον καταφανής, ὅσον οἱ ἐπισκέπται αὐτοὶ φοροῦν ὅλοι τὴν αὐτὴν περιβολήν, χρώματα μουγκρά. Ἐ χρυσὸς ὁ τόσος χρονολογεῖται πρὸ τῆς μεταρρυθμίσεως τῆς Τουρκικῆς ἐνδυμασίας. Μεταξὺ τῶν μονολίθων καὶ τῶν ἀνδρῶν διακρίνονται γραφικοὶ ὅμιλοι γυναικῶν καθημένων ἐπὶ τῶν τάφων των. Οἱ φερετζέδες των καφεμένοι, λεπτώσι, ρόζινοι, λεμόνια καὶ τὰ χρυσάφι χρώματα τῶν ὁμβρελλῶν των ἀποτελοῦν γελοῖας καὶ φαίνονται ὡς μεγάλοι γύρωθεν ἐξ ἄνθεων ἐκ τοῦ χρυσοῦ χεῖλους τῶν. Τὰ μικρὰ κορίτσια παίζουν ἐπάνω εἰς τὰ χόρτα καὶ τὴν χλόην, ἐνῷ ὁ γύτουν τὰ μπαχτσέδες καὶ παρομοίως περίεργοι γέλοι μὲ τὰ γραφικὰ τῶν ζωγραφιῶν ἐπὶ τῶν ὁποίων χέρουν τὸ ἐμπρεμμὰ των.: [20, 960, 431, 1176]
- heading-stafis: Η ΣΤΑΦΙΣ: [796, 756, 919, 784]
- lead-heading: ΟΙ ΜΟΥΣΟΥΛΜΑΝΟΙ: [33, 619, 173, 634]
- paragraph: ίαν. Οἱ μᾶλλον συγχαζόμενοι εἶνε τὸ αἶπλο Κάμπον ἐκ τοῦ ὁποίου φαίνεται τὸ πανόραμα τῆς Σταμπούλ καὶ τοῦ Κερατίου κόλπου. Τὸ βράδυ βράδυ αὐτὸς ὁ κόλπος φαίνεται ὡς λίμνη ὑδραργύρου, τὴν ὁποίαν τὰ καΐκια διασχίζουν μὲ μικροὺς μαύρους αὔλακας, ἐνῷ οἱ μιναρέδες περιβάλλονται μὲ τὰς ἀχλὺας τοῦ λυκόφωτος.: [20, 36, 431, 118]
- paragraph: Ὑπογραφὲν ὑπὸ τοῦ Ὑπουργικοῦ Συμβουλίου, ἐδημοσιεύθη χθὲς Β. Διάταγμα περὶ ἀπολύσεως τοῦ καθηγητοῦ τῆς Παιδαγωγικῆς ἐν τῷ Πανεπιστημίῳ κ. Δ. Ζαγγογιάννη. Τὸ Διάταγμα τοῦτο προσήγαγε ἐπὶ τῇ ἐπὶ αὐτὸ λογικὴ ἔκθεσις τοῦ Ὑπουργοῦ τῆς Παιδείας ἐκ τῶν πρακτικῶν αὐτῆς θὰ φέρωμεν τὰς κρίσεις ἡμῶν.: [1282, 628, 1548, 760]
- rule: [1025, 908, 1243, 909]
- top-rule: [20, 25, 1548, 28]
